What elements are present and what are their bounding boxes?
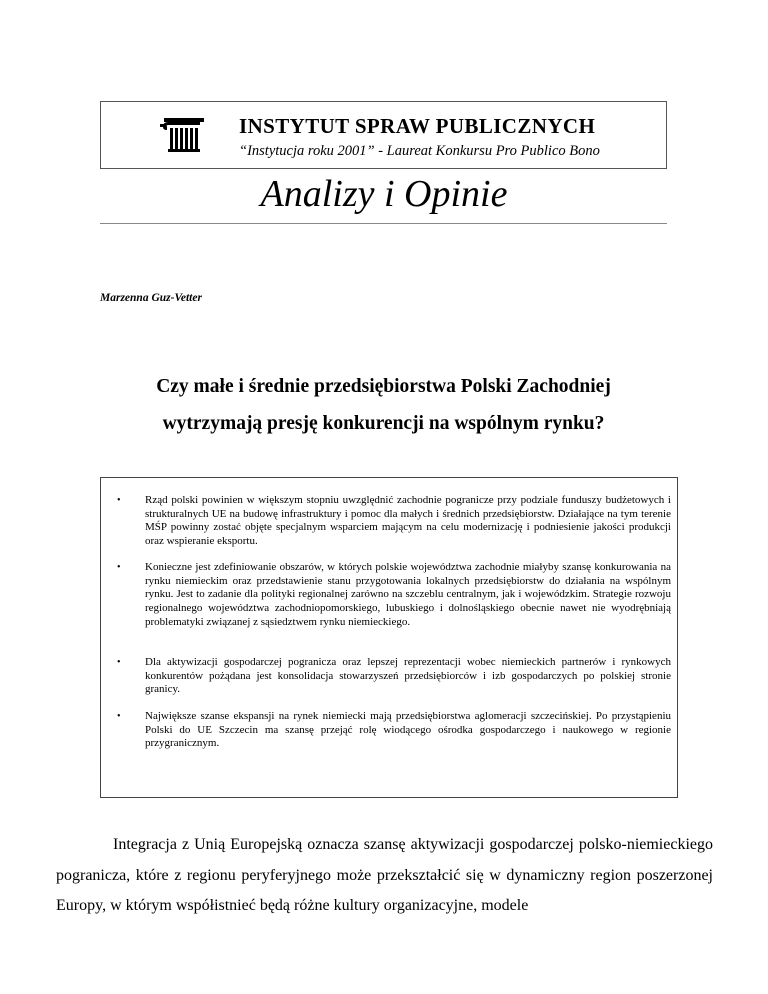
institute-name: INSTYTUT SPRAW PUBLICZNYCH (239, 114, 596, 138)
article-title-line-2: wytrzymają presję konkurencji na wspólnym rynku? (162, 413, 605, 434)
column-capital-icon (160, 118, 204, 152)
institute-tagline: “Instytucja roku 2001” - Laureat Konkursu Pro Publico Bono (239, 143, 600, 159)
article-title-line-1: Czy małe i średnie przedsiębiorstwa Polski Zachodniej (156, 376, 611, 397)
article-title (100, 368, 667, 442)
header-divider (100, 223, 667, 224)
bullet-icon: • (117, 495, 121, 506)
summary-item-text: Dla aktywizacji gospodarczej pogranicza oraz lepszej reprezentacji wobec niemieckich partnerów i rynkowych konkurentów pożądana jest konsolidacja stowarzyszeń przedsiębiorców i izb gospodarczych po polskiej stronie granicy. (145, 656, 671, 696)
summary-item-text: Konieczne jest zdefiniowanie obszarów, w których polskie województwa zachodnie miałyby szansę konkurowania na rynku niemieckim oraz przedstawienie stanu przygotowania lokalnych przedsiębiorstw do działania na wspólnym rynku. Jest to zadanie dla polityki regionalnej zarówno na szczeblu centralnym, jak i wojewódzkim. Strategie rozwoju regionalnego województwa zachodniopomorskiego, lubuskiego i dolnośląskiego obecnie nawet nie wyodrębniają problematyki związanej z sąsiedztwem rynku niemieckiego. (145, 561, 671, 628)
institute-header (100, 101, 667, 169)
summary-item-text: Rząd polski powinien w większym stopniu uwzględnić zachodnie pogranicze przy podziale funduszy budżetowych i strukturalnych UE na budowę infrastruktury i pomoc dla małych i średnich przedsiębiorstw. Działające na tym terenie MŚP powinny zostać objęte specjalnym wsparciem mającym na celu modernizację i podniesienie jakości produkcji oraz wspieranie eksportu. (145, 494, 671, 548)
bullet-icon: • (117, 657, 121, 668)
author-name: Marzenna Guz-Vetter (100, 292, 202, 304)
summary-box (100, 477, 678, 798)
summary-item-text: Największe szanse ekspansji na rynek niemiecki mają przedsiębiorstwa aglomeracji szczecińskiej. Po przystąpieniu Polski do UE Szczecin ma szansę przejąć rolę wiodącego ośrodka gospodarczego i naukowego w regionie przygranicznym. (145, 710, 671, 750)
bullet-icon: • (117, 711, 121, 722)
body-paragraph: Integracja z Unią Europejską oznacza szansę aktywizacji gospodarczej polsko-niemieckiego pogranicza, które z regionu peryferyjnego może przekształcić się w dynamiczny region poszerzonej Europy, w którym współistnieć będą różne kultury organizacyjne, modele (56, 836, 713, 914)
series-title: Analizy i Opinie (260, 173, 508, 215)
bullet-icon: • (117, 562, 121, 573)
